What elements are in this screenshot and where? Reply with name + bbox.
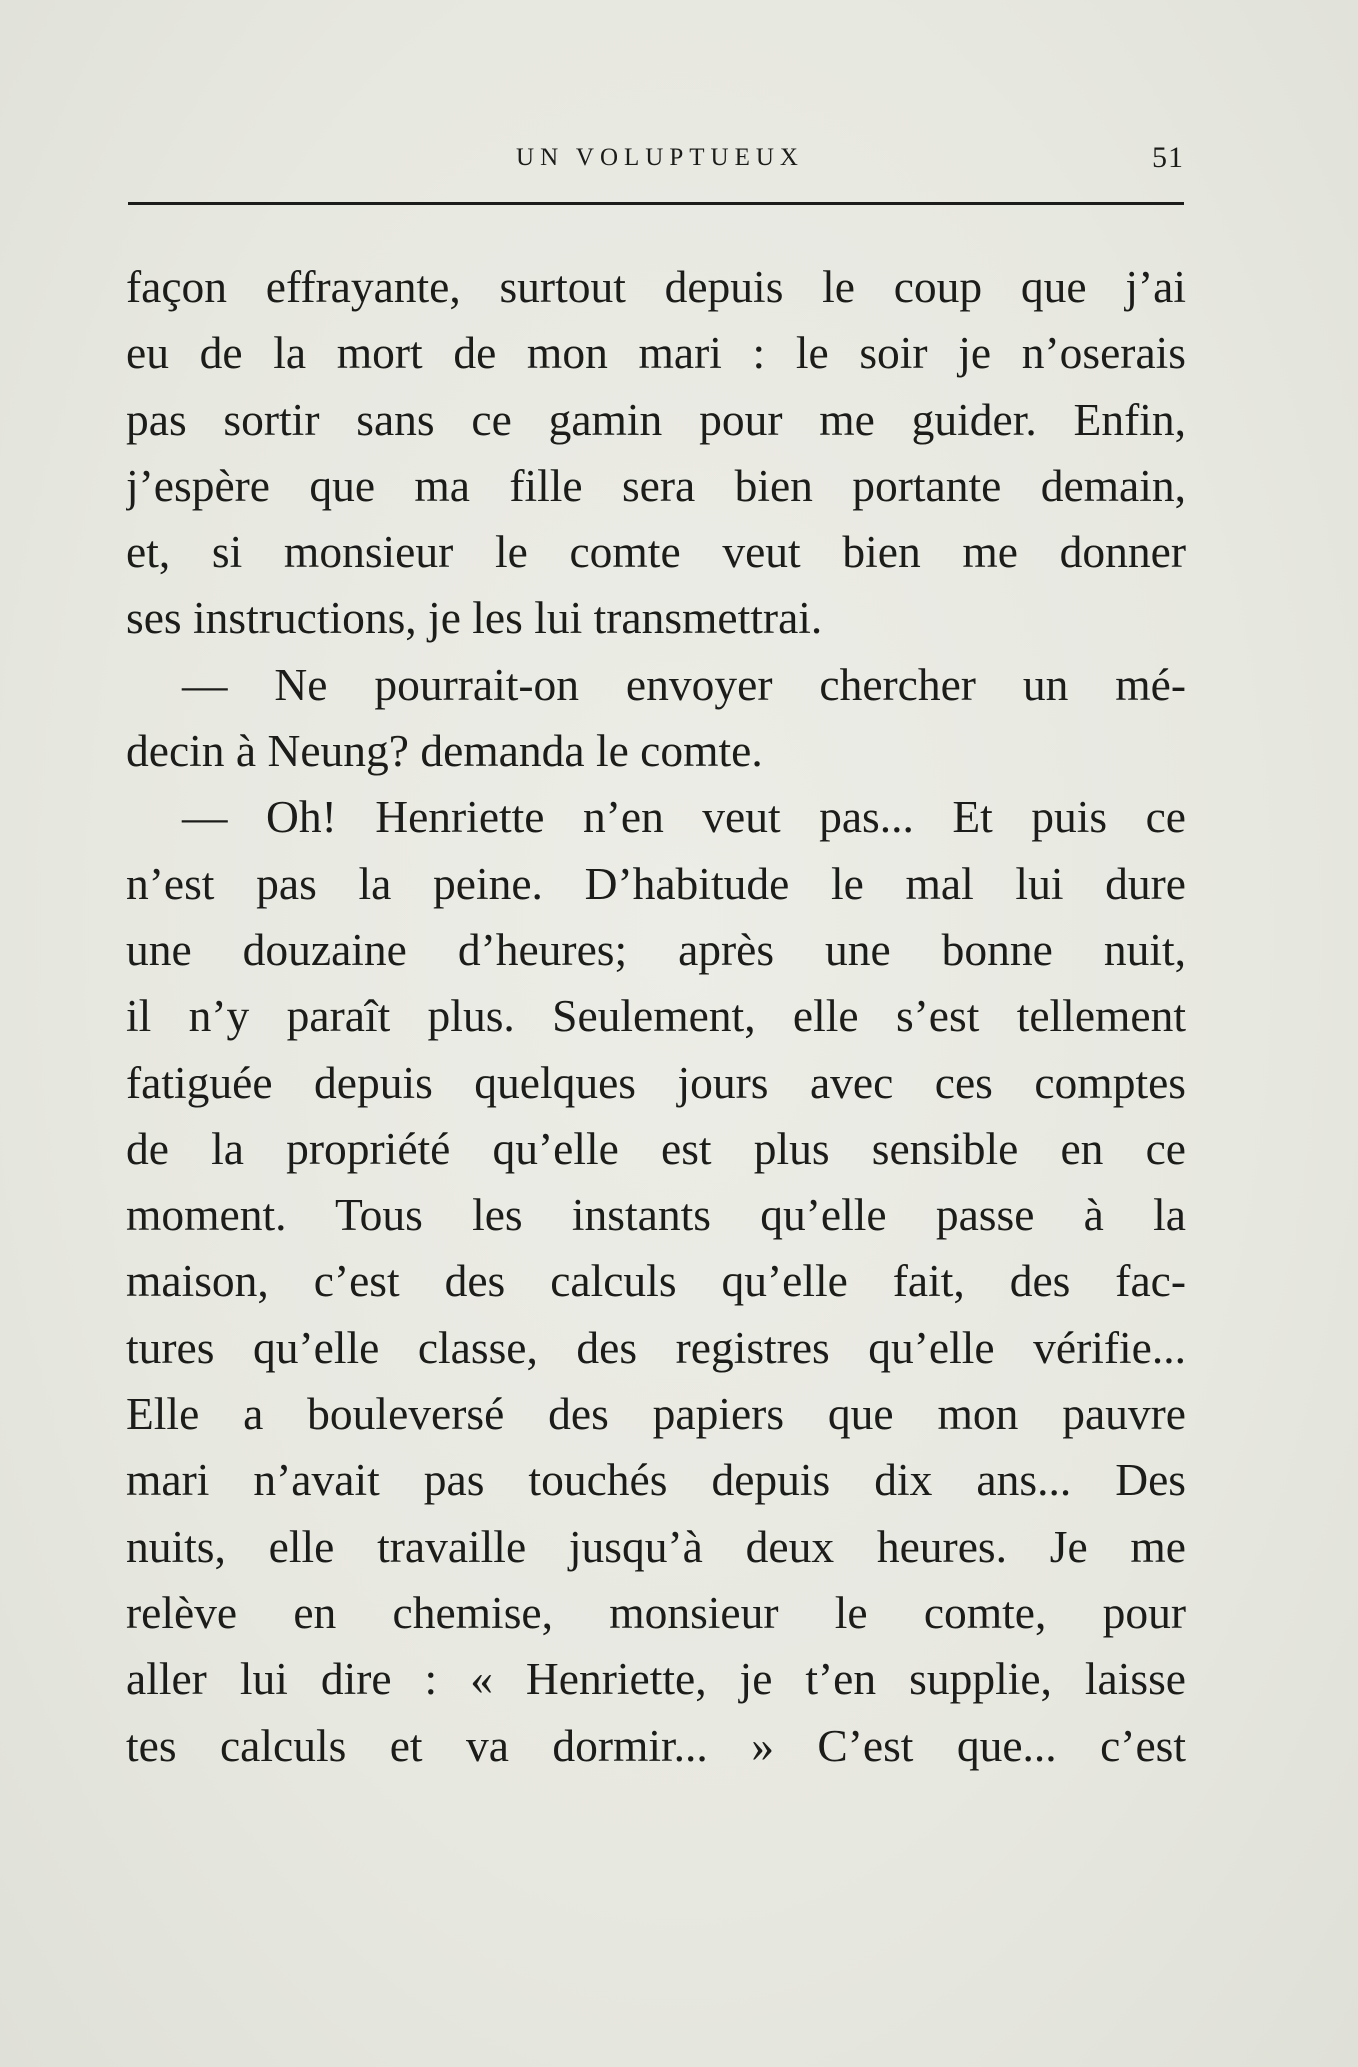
header-rule: [128, 202, 1184, 205]
text-line: tures qu’elle classe, des registres qu’elle vérifie...: [126, 1321, 1186, 1373]
text-line: n’est pas la peine. D’habitude le mal lui dure: [126, 857, 1186, 909]
running-head: [128, 138, 1184, 178]
text-line: une douzaine d’heures; après une bonne nuit,: [126, 923, 1186, 975]
text-line: de la propriété qu’elle est plus sensible en ce: [126, 1122, 1186, 1174]
text-line: moment. Tous les instants qu’elle passe à la: [126, 1189, 1186, 1241]
text-line: maison, c’est des calculs qu’elle fait, des fac-: [126, 1255, 1186, 1307]
body-text: [126, 254, 1186, 1779]
text-line: et, si monsieur le comte veut bien me donner: [126, 526, 1186, 578]
text-line: — Oh! Henriette n’en veut pas... Et puis ce: [182, 791, 1186, 843]
text-line: nuits, elle travaille jusqu’à deux heures. Je me: [126, 1520, 1186, 1572]
text-line: mari n’avait pas touchés depuis dix ans... Des: [126, 1454, 1186, 1506]
text-line: eu de la mort de mon mari : le soir je n’oserais: [126, 327, 1186, 379]
text-line: aller lui dire : « Henriette, je t’en supplie, laisse: [126, 1653, 1186, 1705]
page-number: 51: [1152, 141, 1184, 174]
text-line: façon effrayante, surtout depuis le coup que j’ai: [126, 261, 1186, 312]
text-line: tes calculs et va dormir... » C’est que... c’est: [126, 1719, 1186, 1771]
running-title: UN VOLUPTUEUX: [516, 144, 804, 171]
text-line: fatiguée depuis quelques jours avec ces comptes: [126, 1056, 1186, 1108]
text-line: Elle a bouleversé des papiers que mon pauvre: [126, 1388, 1186, 1440]
text-line: j’espère que ma fille sera bien portante demain,: [126, 459, 1186, 511]
text-line: il n’y paraît plus. Seulement, elle s’est tellement: [126, 990, 1186, 1042]
text-line: pas sortir sans ce gamin pour me guider. Enfin,: [126, 393, 1186, 445]
text-line: — Ne pourrait-on envoyer chercher un mé-: [182, 658, 1186, 710]
text-line: decin à Neung? demanda le comte.: [126, 725, 763, 777]
text-line: ses instructions, je les lui transmettrai.: [126, 592, 823, 644]
text-line: relève en chemise, monsieur le comte, pour: [126, 1586, 1186, 1638]
